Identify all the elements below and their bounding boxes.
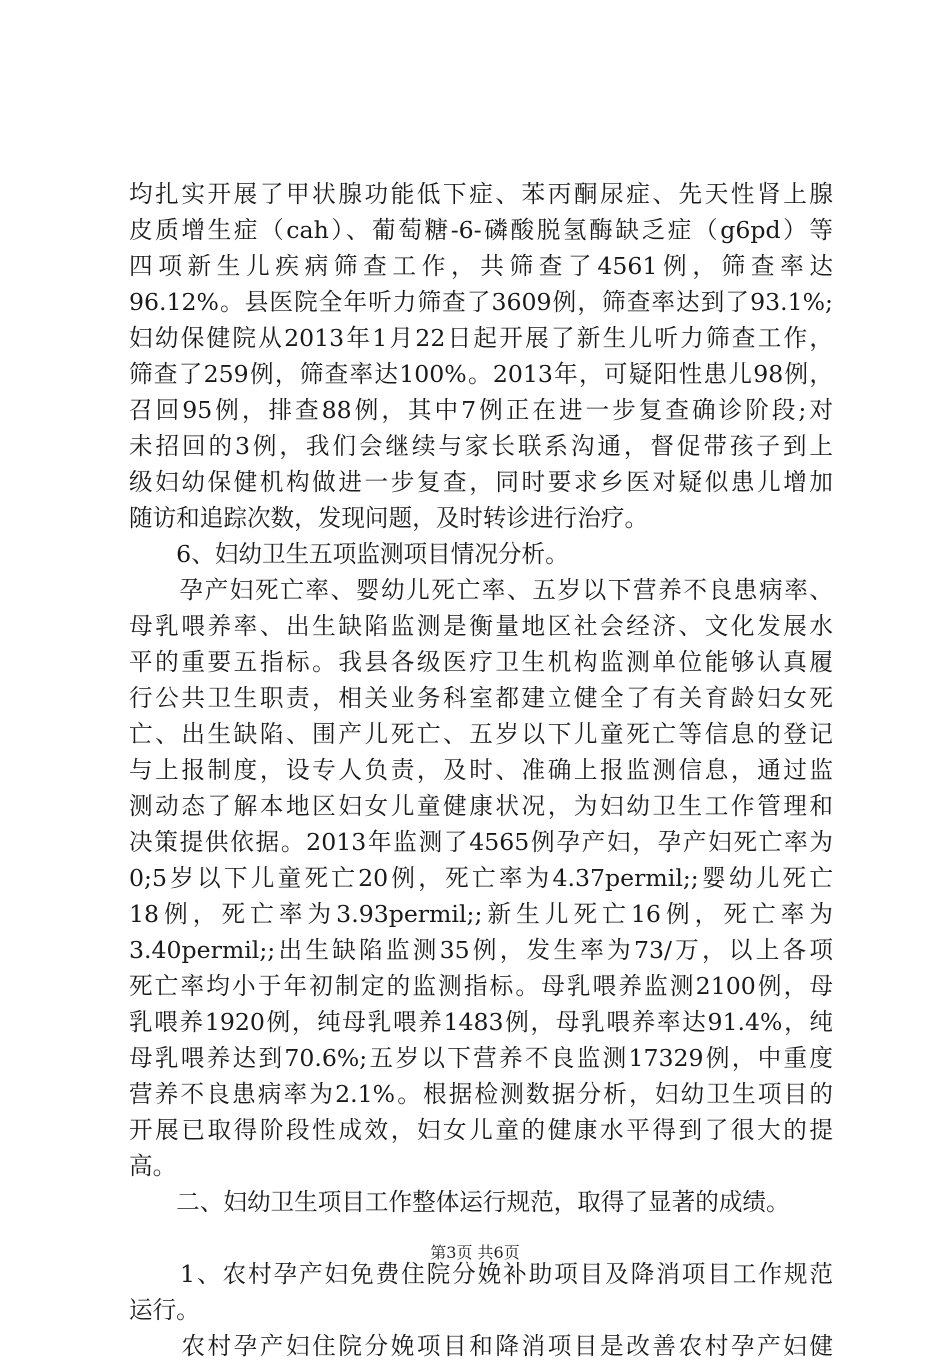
paragraph xyxy=(129,1184,833,1220)
text-line: 皮质增生症（cah）、葡萄糖-6-磷酸脱氢酶缺乏症（g6pd）等 xyxy=(129,216,833,244)
text-line: 测动态了解本地区妇女儿童健康状况，为妇幼卫生工作管理和 xyxy=(129,792,833,820)
document-body xyxy=(129,176,833,1364)
text-line: 平的重要五指标。我县各级医疗卫生机构监测单位能够认真履 xyxy=(129,648,833,676)
paragraph xyxy=(129,536,833,572)
text-line: 0;5岁以下儿童死亡20例，死亡率为4.37permil;;婴幼儿死亡 xyxy=(129,864,833,892)
paragraph xyxy=(129,572,833,1184)
text-line: 母乳喂养达到70.6%;五岁以下营养不良监测17329例，中重度 xyxy=(129,1044,833,1072)
text-line: 96.12%。县医院全年听力筛查了3609例，筛查率达到了93.1%; xyxy=(129,288,833,316)
text-line: 开展已取得阶段性成效，妇女儿童的健康水平得到了很大的提 xyxy=(129,1116,833,1144)
text-line: 高。 xyxy=(129,1152,177,1180)
paragraph xyxy=(129,176,833,536)
paragraph xyxy=(129,1328,833,1364)
text-line: 1、农村孕产妇免费住院分娩补助项目及降消项目工作规范 xyxy=(129,1260,833,1288)
text-line: 行公共卫生职责，相关业务科室都建立健全了有关育龄妇女死 xyxy=(129,684,833,712)
text-line: 四项新生儿疾病筛查工作，共筛查了4561例，筛查率达 xyxy=(129,252,833,280)
text-line: 孕产妇死亡率、婴幼儿死亡率、五岁以下营养不良患病率、 xyxy=(129,576,833,604)
text-line: 决策提供依据。2013年监测了4565例孕产妇，孕产妇死亡率为 xyxy=(129,828,833,856)
text-line: 6、妇幼卫生五项监测项目情况分析。 xyxy=(129,540,569,568)
text-line: 二、妇幼卫生项目工作整体运行规范，取得了显著的成绩。 xyxy=(129,1188,790,1216)
page-footer: 第3页 共6页 xyxy=(430,1243,520,1262)
text-line: 级妇幼保健机构做进一步复查，同时要求乡医对疑似患儿增加 xyxy=(129,468,833,496)
text-line: 未招回的3例，我们会继续与家长联系沟通，督促带孩子到上 xyxy=(129,432,833,460)
paragraph xyxy=(129,1256,833,1328)
text-line: 营养不良患病率为2.1%。根据检测数据分析，妇幼卫生项目的 xyxy=(129,1080,833,1108)
text-line: 与上报制度，设专人负责，及时、准确上报监测信息，通过监 xyxy=(129,756,833,784)
text-line: 3.40permil;;出生缺陷监测35例，发生率为73/万，以上各项 xyxy=(129,936,833,964)
text-line: 均扎实开展了甲状腺功能低下症、苯丙酮尿症、先天性肾上腺 xyxy=(129,180,833,208)
text-line: 死亡率均小于年初制定的监测指标。母乳喂养监测2100例，母 xyxy=(129,972,833,1000)
text-line: 召回95例，排查88例，其中7例正在进一步复查确诊阶段;对 xyxy=(129,396,833,424)
text-line: 运行。 xyxy=(129,1296,200,1324)
text-line: 18例，死亡率为3.93permil;;新生儿死亡16例，死亡率为 xyxy=(129,900,833,928)
text-line: 母乳喂养率、出生缺陷监测是衡量地区社会经济、文化发展水 xyxy=(129,612,833,640)
text-line: 筛查了259例，筛查率达100%。2013年，可疑阳性患儿98例， xyxy=(129,360,833,388)
text-line: 妇幼保健院从2013年1月22日起开展了新生儿听力筛查工作， xyxy=(129,324,833,352)
text-line: 亡、出生缺陷、围产儿死亡、五岁以下儿童死亡等信息的登记 xyxy=(129,720,833,748)
text-line: 乳喂养1920例，纯母乳喂养1483例，母乳喂养率达91.4%，纯 xyxy=(129,1008,833,1036)
text-line: 随访和追踪次数，发现问题，及时转诊进行治疗。 xyxy=(129,504,649,532)
text-line: 农村孕产妇住院分娩项目和降消项目是改善农村孕产妇健 xyxy=(129,1332,833,1360)
